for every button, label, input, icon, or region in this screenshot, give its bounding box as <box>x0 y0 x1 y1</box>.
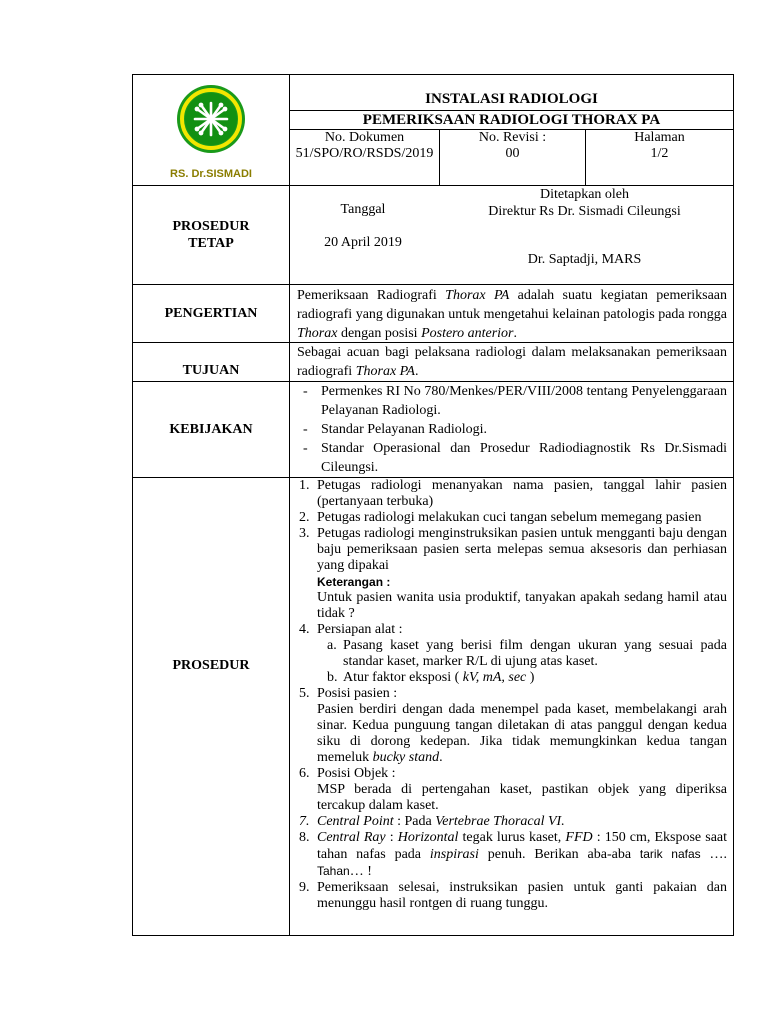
list-item: - Standar Operasional dan Prosedur Radiodiagnostik Rs Dr.Sismadi Cileungsi. <box>303 441 727 475</box>
list-item: 7. Central Point : Pada Vertebrae Thoracal VI. <box>299 814 565 829</box>
tujuan-text: Sebagai acuan bagi pelaksana radiologi dalam melaksanakan pemeriksaan radiografi Thorax PA. <box>297 345 727 379</box>
date-label: Tanggal <box>340 202 386 217</box>
doc-number-cell <box>290 130 439 162</box>
revision-cell <box>440 130 585 162</box>
list-item: 1. Petugas radiologi menanyakan nama pasien, tanggal lahir pasien (pertanyaan terbuka) <box>299 478 727 509</box>
list-item: 4. Persiapan alat : <box>299 622 403 637</box>
list-item: 3. Petugas radiologi menginstruksikan pasien untuk mengganti baju dengan baju pemeriksaan pasien serta melepas semua aksesoris dan perhiasan yang dipakai <box>299 526 727 573</box>
section-label-tujuan: TUJUAN <box>182 363 240 378</box>
pengertian-text: Pemeriksaan Radiografi Thorax PA adalah suatu kegiatan pemeriksaan radiografi yang digunakan untuk mengetahui kelainan patologis pada rongga Thorax dengan posisi Postero anterior. <box>297 288 728 341</box>
posisi-pasien-text: Pasien berdiri dengan dada menempel pada kaset, membelakangi arah sinar. Kedua punguung tangan diletakan di atas panggul dengan kedua siku di dorong kedepan. Jika tidak memungkinkan kedua tangan memeluk bucky stand. <box>317 702 727 765</box>
prosedur-list <box>293 478 727 912</box>
director-title: Direktur Rs Dr. Sismadi Cileungsi <box>488 204 681 219</box>
page-cell <box>586 130 733 162</box>
list-item: 6. Posisi Objek : <box>299 766 396 781</box>
procedure-type-label: PROSEDUR TETAP <box>172 219 250 251</box>
keterangan-text: Untuk pasien wanita usia produktif, tanyakan apakah sedang hamil atau tidak ? <box>317 590 727 621</box>
title-procedure: PEMERIKSAAN RADIOLOGI THORAX PA <box>362 112 661 128</box>
logo-cell <box>133 75 289 185</box>
list-item: 5. Posisi pasien : <box>299 686 398 701</box>
hospital-name: RS. Dr.SISMADI <box>170 168 252 180</box>
posisi-objek-text: MSP berada di pertengahan kaset, pastikan objek yang diperiksa tercakup dalam kaset. <box>317 782 727 813</box>
kebijakan-list <box>297 382 727 477</box>
section-label-kebijakan: KEBIJAKAN <box>169 422 253 437</box>
revision-value: 00 <box>505 146 520 161</box>
sub-list <box>293 638 727 686</box>
doc-number-label: No. Dokumen <box>324 130 405 145</box>
approved-by: Ditetapkan oleh <box>539 187 630 202</box>
doc-number-value: 51/SPO/RO/RSDS/2019 <box>295 146 434 161</box>
revision-label: No. Revisi : <box>478 130 547 145</box>
title-installation: INSTALASI RADIOLOGI <box>425 91 598 107</box>
hospital-emblem-icon <box>175 83 247 155</box>
keterangan-label: Keterangan : <box>317 575 391 589</box>
signatory-name: Dr. Saptadji, MARS <box>527 252 642 267</box>
list-item: 9. Pemeriksaan selesai, instruksikan pasien untuk ganti pakaian dan menunggu hasil rontgen di ruang tunggu. <box>299 880 727 911</box>
page-label: Halaman <box>634 130 685 145</box>
section-label-pengertian: PENGERTIAN <box>164 306 258 321</box>
list-item: - Permenkes RI No 780/Menkes/PER/VIII/2008 tentang Penyelenggaraan Pelayanan Radiologi. <box>303 384 727 418</box>
list-item: 2. Petugas radiologi melakukan cuci tangan sebelum memegang pasien <box>299 510 702 525</box>
list-item: 8. Central Ray : Horizontal tegak lurus kaset, FFD : 150 cm, Ekspose saat tahan nafas pada inspirasi penuh. Berikan aba-aba tarik nafas …. Tahan… ! <box>299 830 728 879</box>
list-item: a. Pasang kaset yang berisi film dengan ukuran yang sesuai pada standar kaset, marker R/L di ujung atas kaset. <box>327 638 727 669</box>
list-item: - Standar Pelayanan Radiologi. <box>303 422 488 437</box>
section-label-prosedur: PROSEDUR <box>172 658 250 673</box>
date-value: 20 April 2019 <box>324 235 402 250</box>
list-item: b. Atur faktor eksposi ( kV, mA, sec ) <box>327 670 535 685</box>
sop-document <box>132 74 734 936</box>
page-value: 1/2 <box>650 146 669 161</box>
